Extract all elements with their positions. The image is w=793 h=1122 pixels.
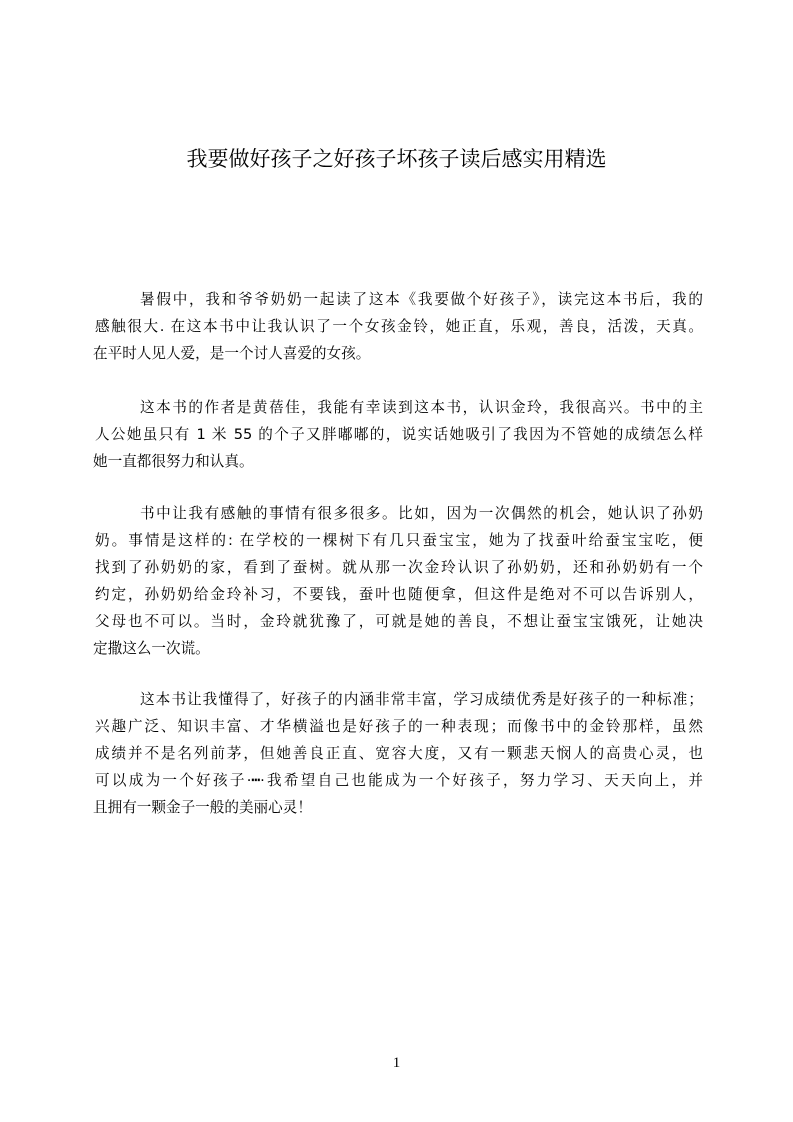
paragraph-line: 她一直都很努力和认真。	[93, 452, 254, 470]
paragraph-line: 奶。事情是这样的: 在学校的一棵树下有几只蚕宝宝，她为了找蚕叶给蚕宝宝吃，便	[95, 531, 703, 549]
paragraph-line: 人公她虽只有 1 米 55 的个子又胖嘟嘟的，说实话她吸引了我因为不管她的成绩怎么样	[95, 425, 703, 443]
paragraph-line: 定撒这么一次谎。	[93, 639, 210, 657]
paragraph-line: 成绩并不是名列前茅，但她善良正直、宽容大度，又有一颗悲天悯人的高贵心灵，也	[95, 744, 703, 762]
paragraph-line: 约定，孙奶奶给金玲补习，不要钱，蚕叶也随便拿，但这件是绝对不可以告诉别人，	[95, 585, 703, 603]
paragraph-line: 且拥有一颗金子一般的美丽心灵！	[93, 798, 312, 816]
paragraph-line: 书中让我有感触的事情有很多很多。比如，因为一次偶然的机会，她认识了孙奶	[140, 505, 703, 522]
paragraph-line: 兴趣广泛、知识丰富、才华横溢也是好孩子的一种表现；而像书中的金铃那样，虽然	[95, 717, 703, 735]
paragraph-line: 感触很大. 在这本书中让我认识了一个女孩金铃，她正直，乐观，善良，活泼，天真。	[95, 317, 703, 335]
document-title: 我要做好孩子之好孩子坏孩子读后感实用精选	[186, 147, 607, 171]
paragraph-line: 找到了孙奶奶的家，看到了蚕树。就从那一次金玲认识了孙奶奶，还和孙奶奶有一个	[95, 558, 703, 576]
page-number: 1	[392, 1055, 401, 1071]
paragraph-line: 父母也不可以。当时，金玲就犹豫了，可就是她的善良，不想让蚕宝宝饿死，让她决	[95, 612, 703, 630]
paragraph-line: 这本书的作者是黄蓓佳，我能有幸读到这本书，认识金玲，我很高兴。书中的主	[140, 399, 703, 416]
paragraph-line: 这本书让我懂得了，好孩子的内涵非常丰富，学习成绩优秀是好孩子的一种标准；	[140, 691, 703, 708]
paragraph-line: 可以成为一个好孩子·┅·我希望自己也能成为一个好孩子，努力学习、天天向上，并	[95, 771, 703, 789]
paragraph-line: 在平时人见人爱，是一个讨人喜爱的女孩。	[93, 344, 371, 362]
paragraph-line: 暑假中，我和爷爷奶奶一起读了这本《我要做个好孩子》，读完这本书后，我的	[140, 291, 703, 308]
